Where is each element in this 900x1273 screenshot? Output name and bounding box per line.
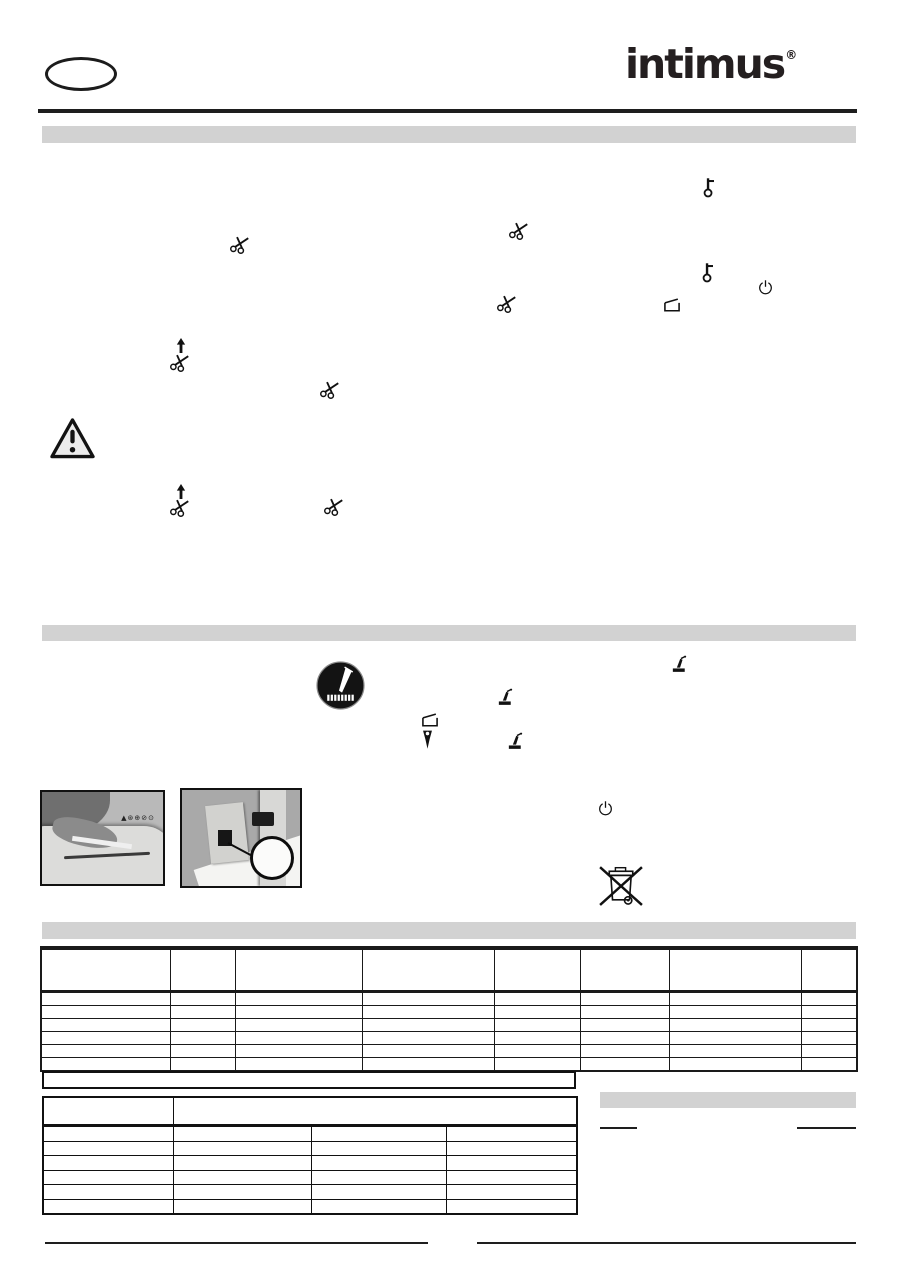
table-cell [446, 1141, 577, 1156]
table-row [41, 1032, 857, 1045]
table-cell [801, 1019, 857, 1032]
table-cell [669, 1006, 801, 1019]
scissors-icon [323, 496, 344, 517]
table-header-cell [235, 948, 362, 992]
table-cell [235, 1006, 362, 1019]
table-cell [801, 992, 857, 1006]
table-cell [235, 1032, 362, 1045]
table-cell [43, 1141, 173, 1156]
table-header-row [43, 1097, 577, 1126]
table-cell [43, 1156, 173, 1171]
table-cell [41, 1019, 170, 1032]
table-cell [580, 1045, 669, 1058]
table-cell [235, 1019, 362, 1032]
table-row [43, 1170, 577, 1185]
brand-logo [625, 40, 798, 88]
section-bar-2 [42, 625, 856, 641]
table-cell [311, 1185, 446, 1200]
table-cell [494, 1006, 580, 1019]
table-cell [170, 1019, 235, 1032]
table-cell [494, 1019, 580, 1032]
notes-blank-line-left [600, 1127, 637, 1129]
arrow-up-icon [176, 338, 186, 353]
table-cell [43, 1185, 173, 1200]
callout-circle [250, 836, 294, 880]
table-cell [173, 1141, 311, 1156]
door-open-icon [420, 711, 440, 728]
table-cell [170, 1058, 235, 1072]
table-cell [580, 1058, 669, 1072]
scissors-icon [169, 497, 190, 518]
header-rule [38, 109, 857, 113]
table-cell [311, 1199, 446, 1214]
table-cell [362, 1019, 494, 1032]
table-cell [362, 1006, 494, 1019]
table-row [41, 1006, 857, 1019]
registered-trademark: ® [785, 48, 798, 63]
table-cell [170, 1006, 235, 1019]
oil-service-badge [316, 661, 365, 710]
table-row [43, 1126, 577, 1142]
table-cell [669, 1032, 801, 1045]
scissors-icon [319, 379, 340, 400]
weee-icon [596, 858, 645, 907]
table-header-cell [801, 948, 857, 992]
table-cell [170, 1045, 235, 1058]
oil-can-icon [506, 731, 525, 750]
door-open-icon [662, 296, 682, 313]
table-row [41, 992, 857, 1006]
table-header-cell [170, 948, 235, 992]
key-icon [701, 176, 716, 198]
table-cell [446, 1185, 577, 1200]
table-header-cell [173, 1097, 577, 1126]
table-row [43, 1185, 577, 1200]
table-cell [580, 992, 669, 1006]
serial-table-wrap [42, 1096, 576, 1215]
table-cell [669, 992, 801, 1006]
section-bar-3 [42, 922, 856, 939]
table-cell [170, 992, 235, 1006]
table-header-cell [580, 948, 669, 992]
table-cell [311, 1126, 446, 1142]
technical-data-table-wrap [40, 946, 856, 1072]
section-bar-1 [42, 126, 856, 143]
table-cell [669, 1019, 801, 1032]
key-icon [700, 261, 715, 283]
table-header-cell [43, 1097, 173, 1126]
table-cell [43, 1126, 173, 1142]
scissors-icon [496, 293, 517, 314]
table-row [41, 1019, 857, 1032]
section-bar-4 [600, 1092, 856, 1108]
safety-pictogram-strip: ▲⊛⊕⊘⊙ [121, 814, 155, 822]
table-cell [41, 1032, 170, 1045]
table-cell [235, 992, 362, 1006]
table-cell [801, 1006, 857, 1019]
figure-paper-feed [40, 790, 165, 886]
pin-icon [421, 729, 434, 750]
table-cell [580, 1019, 669, 1032]
serial-table [42, 1096, 578, 1215]
power-icon [597, 800, 614, 817]
table-cell [41, 1058, 170, 1072]
table-cell [580, 1006, 669, 1019]
table-cell [41, 1006, 170, 1019]
scissors-icon [508, 220, 529, 241]
table-header-cell [494, 948, 580, 992]
brand-logo-text: intimus [625, 40, 785, 88]
table-cell [173, 1185, 311, 1200]
table-cell [43, 1170, 173, 1185]
table-header-row [41, 948, 857, 992]
table-cell [43, 1199, 173, 1214]
table-row [43, 1156, 577, 1171]
table-cell [446, 1156, 577, 1171]
table-cell [173, 1156, 311, 1171]
scissors-icon [229, 234, 250, 255]
table-cell [801, 1045, 857, 1058]
table-cell [494, 1032, 580, 1045]
language-badge-ellipse [45, 57, 117, 91]
notes-blank-line-right [797, 1127, 856, 1129]
table-cell [669, 1045, 801, 1058]
footer-rule-left [45, 1242, 428, 1244]
oil-can-icon [496, 687, 515, 706]
hinge-image [252, 812, 274, 826]
table-cell [362, 1058, 494, 1072]
table-cell [170, 1032, 235, 1045]
table-cell [494, 1045, 580, 1058]
table-cell [494, 992, 580, 1006]
power-icon [757, 279, 774, 296]
table-cell [446, 1170, 577, 1185]
oil-can-icon [670, 654, 689, 673]
table-header-cell [41, 948, 170, 992]
table-cell [494, 1058, 580, 1072]
table-cell [41, 1045, 170, 1058]
table-cell [362, 1045, 494, 1058]
table-cell [580, 1032, 669, 1045]
table-cell [311, 1170, 446, 1185]
table-cell [362, 1032, 494, 1045]
technical-data-table [40, 946, 858, 1072]
table-cell [311, 1141, 446, 1156]
table-cell [235, 1058, 362, 1072]
table-cell [173, 1126, 311, 1142]
table-cell [669, 1058, 801, 1072]
table-cell [446, 1126, 577, 1142]
table-row [41, 1045, 857, 1058]
table-cell [362, 992, 494, 1006]
footer-rule-right [477, 1242, 856, 1244]
table-row [41, 1058, 857, 1072]
serial-table-title-box [42, 1071, 576, 1089]
table-row [43, 1141, 577, 1156]
scissors-icon [169, 352, 190, 373]
table-cell [801, 1032, 857, 1045]
warning-icon [49, 417, 96, 460]
table-cell [173, 1170, 311, 1185]
table-cell [173, 1199, 311, 1214]
table-cell [235, 1045, 362, 1058]
table-cell [311, 1156, 446, 1171]
figure-cabinet-switch [180, 788, 302, 888]
table-header-cell [669, 948, 801, 992]
table-cell [801, 1058, 857, 1072]
table-header-cell [362, 948, 494, 992]
table-cell [446, 1199, 577, 1214]
table-row [43, 1199, 577, 1214]
table-cell [41, 992, 170, 1006]
